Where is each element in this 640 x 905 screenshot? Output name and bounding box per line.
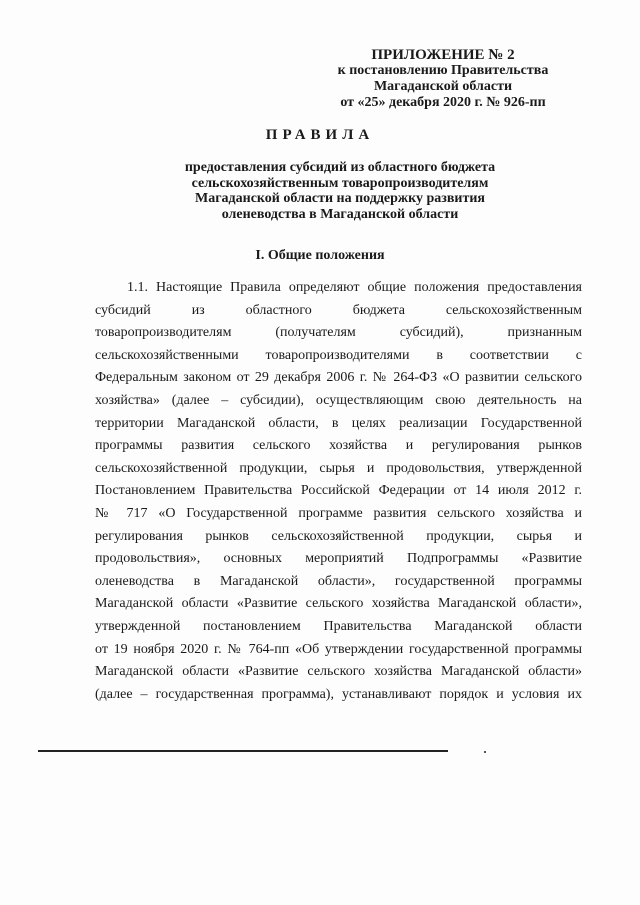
subheading-line: оленеводства в Магаданской области [221,206,459,222]
paragraph-line: хозяйства» (далее – субсидии), осуществляющим свою деятельность на [95,392,582,408]
appendix-line-1: к постановлению Правительства [337,63,549,78]
paragraph-line: территории Магаданской области, в целях реализации Государственной [95,415,582,431]
appendix-title: ПРИЛОЖЕНИЕ № 2 [371,47,515,63]
paragraph-line: программы развития сельского хозяйства и регулирования рынков [95,438,582,454]
paragraph-line: утвержденной постановлением Правительства Магаданской области [95,618,582,634]
document-heading: ПРАВИЛА [265,127,375,143]
horizontal-rule [38,750,448,752]
paragraph-line: сельскохозяйственной продукции, сырья и продовольствия, утвержденной [95,460,582,476]
paragraph-line: оленеводства в Магаданской области», государственной программы [95,573,582,589]
paragraph-line: 1.1. Настоящие Правила определяют общие положения предоставления [127,280,582,295]
paragraph-line: субсидий из областного бюджета сельскохозяйственным [95,302,582,318]
subheading-line: Магаданской области на поддержку развития [194,191,485,206]
section-title: I. Общие положения [255,248,385,263]
scan-speck [484,751,486,753]
subheading-line: предоставления субсидий из областного бюджета [184,160,496,175]
appendix-line-2: Магаданской области [373,79,513,94]
paragraph-line: Магаданской области «Развитие сельского хозяйства Магаданской области», [95,596,582,612]
paragraph-line: продовольствия», основных мероприятий Подпрограммы «Развитие [95,551,582,567]
document-subheading [150,160,530,222]
paragraph-line: от 19 ноября 2020 г. № 764-пп «Об утверждении государственной программы [95,641,582,657]
paragraph-line: сельскохозяйственными товаропроизводителями в соответствии с [95,347,582,363]
paragraph-line: Постановлением Правительства Российской Федерации от 14 июля 2012 г. [95,483,582,499]
paragraph-line: товаропроизводителям (получателям субсидий), признанным [95,325,582,341]
appendix-header [318,47,568,111]
paragraph-line: (далее – государственная программа), устанавливают порядок и условия их [95,686,582,702]
paragraph-line: № 717 «О Государственной программе развития сельского хозяйства и [95,505,582,521]
paragraph-body [95,277,582,706]
paragraph-line: Федеральным законом от 29 декабря 2006 г. № 264-ФЗ «О развитии сельского [95,370,582,386]
paragraph-line: Магаданской области «Развитие сельского хозяйства Магаданской области» [95,664,582,680]
paragraph-line: регулирования рынков сельскохозяйственной продукции, сырья и [95,528,582,544]
appendix-line-3: от «25» декабря 2020 г. № 926-пп [340,95,546,110]
subheading-line: сельскохозяйственным товаропроизводителям [191,175,489,191]
